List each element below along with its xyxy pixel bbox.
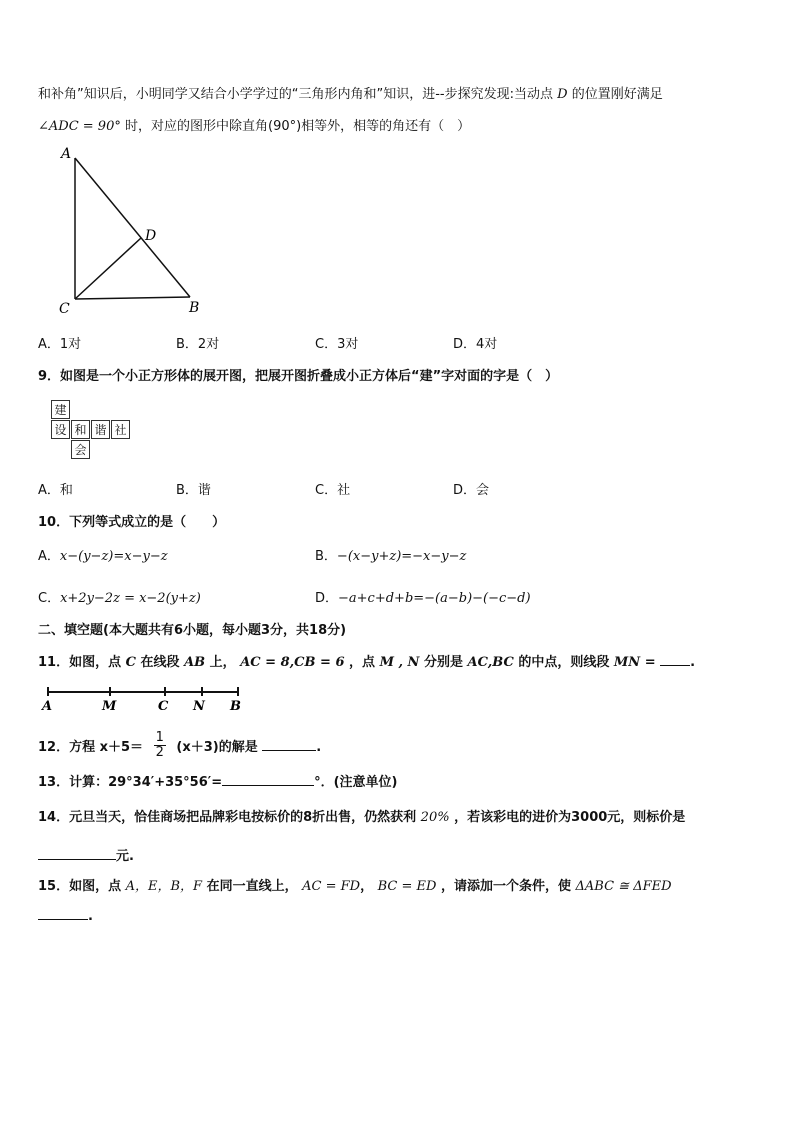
q10-option-c[interactable] <box>38 587 201 606</box>
segment-label-c: C <box>158 699 169 714</box>
q15-end: . <box>88 909 93 924</box>
intro-line-1-end: 的位置刚好满足 <box>571 87 663 102</box>
q8-option-a[interactable]: A．1对 <box>38 337 82 352</box>
net-cell-row-1: 设 <box>51 420 70 439</box>
q8-option-d[interactable]: D．4对 <box>453 337 498 352</box>
q15-part-1: 15．如图，点 <box>38 879 122 894</box>
q10-option-d[interactable] <box>315 587 531 606</box>
q11-part-1: 11．如图，点 <box>38 655 122 670</box>
q14-part-1: 14．元旦当天，恰佳商场把品牌彩电按标价的8折出售，仍然获利 <box>38 810 417 825</box>
q11-part-6: 的中点，则线段 <box>518 655 610 670</box>
q11-var-c: C <box>125 655 136 670</box>
q15-sep: ， <box>360 879 374 894</box>
q11-stem <box>38 651 695 670</box>
q10-stem: 10．下列等式成立的是（ ） <box>38 515 226 530</box>
intro-line-1-text: 和补角”知识后，小明同学又结合小学学过的“三角形内角和”知识，进--步探究发现:当动点 <box>38 87 553 102</box>
q11-var-mn: M , N <box>379 655 420 670</box>
q12-expr-2: (x＋3)的解是 <box>176 740 258 755</box>
section-2-heading: 二、填空题(本大题共有6小题，每小题3分，共18分) <box>38 623 347 638</box>
q10-option-d-label: D． <box>315 591 339 606</box>
q10-option-b[interactable] <box>315 545 466 564</box>
q11-given: AC = 8,CB = 6 <box>240 655 345 670</box>
q11-part-7: . <box>690 655 696 670</box>
q15-stem <box>38 875 672 894</box>
q8-option-c[interactable]: C．3对 <box>315 337 359 352</box>
triangle-label-a: A <box>61 146 72 162</box>
q14-part-2: ，若该彩电的进价为3000元，则标价是 <box>454 810 686 825</box>
q14-stem <box>38 806 685 825</box>
net-cell-row-4: 社 <box>111 420 130 439</box>
segment-label-a: A <box>42 699 53 714</box>
q9-option-a[interactable]: A．和 <box>38 483 73 498</box>
q13-stem <box>38 771 398 790</box>
q11-part-4: ，点 <box>349 655 376 670</box>
q12-end: . <box>316 740 322 755</box>
q14-line-2 <box>38 845 134 864</box>
q15-cond-1: AC = FD <box>302 879 361 894</box>
q11-mn-expr: MN = <box>613 655 656 670</box>
segment-label-m: M <box>102 699 117 714</box>
q10-option-c-label: C． <box>38 591 61 606</box>
q15-cond-2: BC = ED <box>377 879 437 894</box>
q11-part-2: 在线段 <box>140 655 180 670</box>
q10-option-a-expr: x−(y−z)=x−y−z <box>59 549 168 564</box>
q10-option-b-label: B． <box>315 549 337 564</box>
q9-option-b[interactable]: B．谐 <box>176 483 211 498</box>
net-cell-row-3: 谐 <box>91 420 110 439</box>
net-cell-bottom: 会 <box>71 440 90 459</box>
q12-expr: x＋5＝ <box>99 740 144 755</box>
q12-stem <box>38 730 322 762</box>
q13-end: °．(注意单位) <box>314 775 398 790</box>
q11-var-ab: AB <box>184 655 206 670</box>
segment-figure <box>40 684 250 714</box>
q14-percent: 20% <box>420 810 450 825</box>
intro-line-1 <box>38 83 663 102</box>
cube-net <box>51 400 131 460</box>
q10-option-b-expr: −(x−y+z)=−x−y−z <box>336 549 467 564</box>
q11-var-acbc: AC,BC <box>467 655 514 670</box>
q15-congruence: ΔABC ≅ ΔFED <box>575 879 672 894</box>
q12-fraction-den: 2 <box>155 745 164 760</box>
segment-label-b: B <box>230 699 241 714</box>
triangle-label-b: B <box>189 300 200 316</box>
q14-answer-blank[interactable] <box>38 847 116 860</box>
intro-line-2 <box>38 115 470 134</box>
q15-line-2 <box>38 907 93 924</box>
q11-part-5: 分别是 <box>423 655 463 670</box>
q11-part-3: 上， <box>209 655 236 670</box>
q10-option-d-expr: −a+c+d+b=−(a−b)−(−c−d) <box>338 591 531 606</box>
q10-option-c-expr: x+2y−2z = x−2(y+z) <box>60 591 201 606</box>
intro-angle-expr: ∠ADC = 90° <box>38 119 121 134</box>
intro-line-2-text: 时，对应的图形中除直角(90°)相等外，相等的角还有（ ） <box>125 119 471 134</box>
q10-option-a[interactable] <box>38 545 168 564</box>
q12-answer-blank[interactable] <box>262 738 316 751</box>
q14-end: 元. <box>116 849 134 864</box>
net-cell-row-2: 和 <box>71 420 90 439</box>
q12-fraction <box>154 731 166 760</box>
q15-part-2: 在同一直线上， <box>206 879 298 894</box>
q9-option-d[interactable]: D．会 <box>453 483 490 498</box>
net-cell-top: 建 <box>51 400 70 419</box>
q12-fraction-num: 1 <box>155 730 164 745</box>
q13-answer-blank[interactable] <box>222 773 314 786</box>
q9-stem: 9．如图是一个小正方形体的展开图，把展开图折叠成小正方体后“建”字对面的字是（ ） <box>38 369 559 384</box>
q8-option-b[interactable]: B．2对 <box>176 337 220 352</box>
triangle-figure <box>55 140 215 320</box>
triangle-label-c: C <box>59 301 70 317</box>
q12-part-1: 12．方程 <box>38 740 96 755</box>
q13-text: 13．计算：29°34′+35°56′= <box>38 775 223 790</box>
triangle-label-d: D <box>145 228 157 244</box>
q15-part-3: ，请添加一个条件，使 <box>440 879 571 894</box>
q11-answer-blank[interactable] <box>660 653 690 666</box>
q15-points: A，E，B，F <box>125 879 203 894</box>
q9-option-c[interactable]: C．社 <box>315 483 351 498</box>
segment-label-n: N <box>193 699 205 714</box>
q10-option-a-label: A． <box>38 549 60 564</box>
intro-var-d: D <box>557 87 568 102</box>
q15-answer-blank[interactable] <box>38 907 88 920</box>
